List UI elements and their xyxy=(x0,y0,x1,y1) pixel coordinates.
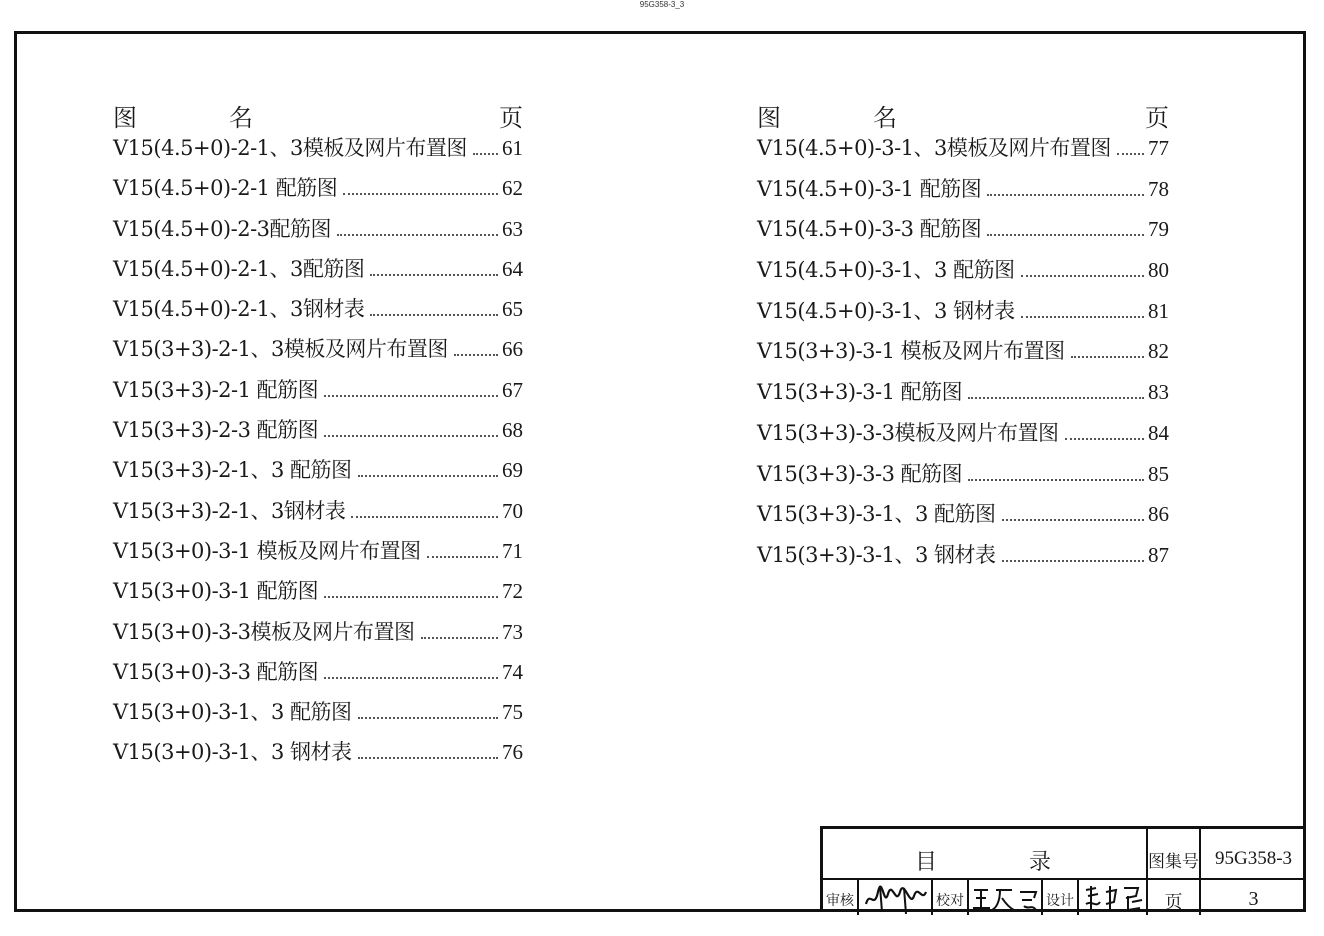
toc-entry xyxy=(757,341,1169,382)
review-signature xyxy=(859,880,933,915)
toc-entry xyxy=(757,382,1169,423)
toc-entry-title: V15(3+3)-3-1、3 钢材表 xyxy=(757,542,996,567)
design-label: 设计 xyxy=(1043,880,1079,915)
toc-entry-page: 83 xyxy=(1148,380,1169,405)
dot-leader xyxy=(454,353,498,356)
dot-leader xyxy=(324,595,498,598)
toc-entry xyxy=(757,176,1169,220)
set-number-label: 图集号 xyxy=(1148,829,1201,880)
page-label: 页 xyxy=(1148,880,1201,915)
toc-entry-title: V15(3+3)-2-1、3 配筋图 xyxy=(113,458,352,483)
toc-entry-title: V15(3+3)-2-3 配筋图 xyxy=(113,418,319,443)
toc-entry-page: 81 xyxy=(1148,298,1169,323)
toc-entry-page: 84 xyxy=(1148,420,1169,445)
toc-entry xyxy=(113,659,523,702)
toc-right-column xyxy=(757,98,1169,586)
toc-entry-title: V15(3+0)-3-1 配筋图 xyxy=(113,579,319,604)
check-label: 校对 xyxy=(933,880,969,915)
toc-entry xyxy=(113,377,523,420)
title-char1: 目 xyxy=(915,850,938,875)
title-block-title xyxy=(823,829,1148,880)
toc-entry-page: 73 xyxy=(502,619,523,644)
toc-entry-page: 78 xyxy=(1148,176,1169,201)
toc-entry-page: 76 xyxy=(502,740,523,765)
document-id: 95G358-3_3 xyxy=(639,0,685,9)
dot-leader xyxy=(1117,152,1144,155)
toc-entry-page: 64 xyxy=(502,256,523,281)
dot-leader xyxy=(343,192,498,195)
toc-entry-page: 67 xyxy=(502,377,523,402)
dot-leader xyxy=(324,394,498,397)
toc-entry-page: 75 xyxy=(502,700,523,725)
toc-entry xyxy=(757,461,1169,505)
dot-leader xyxy=(358,756,498,759)
dot-leader xyxy=(370,273,498,276)
toc-entry xyxy=(113,138,523,178)
toc-entry-title: V15(3+3)-3-1、3 配筋图 xyxy=(757,502,996,527)
dot-leader xyxy=(987,193,1144,196)
toc-entry xyxy=(113,256,523,299)
toc-entry xyxy=(113,742,523,782)
toc-entry-title: V15(4.5+0)-3-1、3模板及网片布置图 xyxy=(757,136,1111,160)
toc-entry-title: V15(4.5+0)-2-1、3模板及网片布置图 xyxy=(113,136,467,160)
toc-left-column xyxy=(113,98,523,783)
dot-leader xyxy=(358,716,498,719)
dot-leader xyxy=(324,434,498,437)
toc-entry-title: V15(4.5+0)-3-1 配筋图 xyxy=(757,176,982,201)
design-signature xyxy=(1079,880,1148,915)
toc-entry-title: V15(3+0)-3-1、3 钢材表 xyxy=(113,740,352,765)
toc-entry xyxy=(113,581,523,621)
header-name-char1: 图 xyxy=(757,104,781,132)
dot-leader xyxy=(1065,437,1144,440)
toc-entry-page: 69 xyxy=(502,458,523,483)
dot-leader xyxy=(1021,274,1144,277)
toc-entry xyxy=(757,504,1169,545)
toc-entry-title: V15(4.5+0)-3-3 配筋图 xyxy=(757,217,982,242)
toc-entry-page: 70 xyxy=(502,498,523,523)
toc-entry-title: V15(3+3)-3-3模板及网片布置图 xyxy=(757,420,1059,445)
toc-entry-page: 79 xyxy=(1148,217,1169,242)
toc-entry-title: V15(3+3)-2-1、3模板及网片布置图 xyxy=(113,337,448,362)
title-block xyxy=(820,826,1306,912)
dot-leader xyxy=(1021,315,1144,318)
dot-leader xyxy=(421,636,498,639)
toc-entry xyxy=(113,299,523,339)
toc-entry-title: V15(3+0)-3-1、3 配筋图 xyxy=(113,700,352,725)
toc-entry xyxy=(757,298,1169,342)
toc-entry-page: 72 xyxy=(502,579,523,604)
dot-leader xyxy=(1002,559,1144,562)
toc-entry-title: V15(4.5+0)-2-1、3配筋图 xyxy=(113,256,365,281)
toc-entry-page: 85 xyxy=(1148,461,1169,486)
toc-entry xyxy=(113,460,523,500)
toc-entry-title: V15(3+0)-3-3模板及网片布置图 xyxy=(113,619,415,644)
toc-entry-page: 62 xyxy=(502,176,523,201)
toc-entry xyxy=(113,216,523,259)
toc-entry-title: V15(3+3)-2-1、3钢材表 xyxy=(113,498,346,523)
toc-entry-page: 82 xyxy=(1148,339,1169,364)
toc-right-header xyxy=(757,98,1169,138)
title-char2: 录 xyxy=(1029,850,1052,875)
toc-left-list xyxy=(113,138,523,783)
toc-entry-title: V15(4.5+0)-3-1、3 配筋图 xyxy=(757,258,1015,283)
toc-entry xyxy=(113,538,523,581)
toc-entry-title: V15(3+0)-3-3 配筋图 xyxy=(113,659,319,684)
review-label: 审核 xyxy=(823,880,859,915)
header-name-char1: 图 xyxy=(113,104,137,132)
toc-entry-title: V15(3+3)-2-1 配筋图 xyxy=(113,377,319,402)
toc-entry-page: 71 xyxy=(502,538,523,563)
toc-entry-page: 63 xyxy=(502,216,523,241)
header-name-char2: 名 xyxy=(873,104,897,132)
toc-entry xyxy=(757,420,1169,464)
check-signature-image xyxy=(970,882,1040,914)
design-signature-image xyxy=(1082,882,1146,914)
toc-entry-page: 77 xyxy=(1148,136,1169,160)
toc-right-list xyxy=(757,138,1169,586)
toc-entry-page: 80 xyxy=(1148,258,1169,283)
dot-leader xyxy=(358,474,498,477)
dot-leader xyxy=(1071,355,1144,358)
toc-entry-page: 65 xyxy=(502,297,523,322)
dot-leader xyxy=(1002,518,1144,521)
toc-entry-page: 68 xyxy=(502,418,523,443)
toc-entry-title: V15(4.5+0)-3-1、3 钢材表 xyxy=(757,298,1015,323)
header-name-char2: 名 xyxy=(229,104,253,132)
dot-leader xyxy=(968,478,1144,481)
dot-leader xyxy=(987,233,1144,236)
toc-entry xyxy=(113,178,523,218)
toc-left-header xyxy=(113,98,523,138)
dot-leader xyxy=(427,555,498,558)
toc-entry xyxy=(757,138,1169,179)
toc-entry-page: 86 xyxy=(1148,502,1169,527)
toc-entry-title: V15(3+3)-3-3 配筋图 xyxy=(757,461,963,486)
toc-entry xyxy=(757,260,1169,301)
toc-entry-title: V15(4.5+0)-2-1、3钢材表 xyxy=(113,297,365,322)
toc-entry-page: 66 xyxy=(502,337,523,362)
check-signature xyxy=(969,880,1043,915)
header-page-char: 页 xyxy=(499,104,523,132)
toc-entry xyxy=(113,619,523,662)
dot-leader xyxy=(370,313,498,316)
set-number-value: 95G358-3 xyxy=(1201,829,1306,880)
toc-entry-title: V15(3+3)-3-1 模板及网片布置图 xyxy=(757,339,1065,364)
page-number: 3 xyxy=(1248,888,1259,910)
dot-leader xyxy=(473,152,498,155)
toc-entry xyxy=(113,420,523,460)
toc-entry-title: V15(4.5+0)-2-1 配筋图 xyxy=(113,176,338,201)
toc-entry-page: 61 xyxy=(502,136,523,160)
toc-entry-title: V15(3+0)-3-1 模板及网片布置图 xyxy=(113,538,421,563)
dot-leader xyxy=(968,396,1144,399)
toc-entry xyxy=(757,542,1169,586)
signature-row xyxy=(823,880,1148,915)
review-signature-image xyxy=(860,882,930,914)
toc-entry-title: V15(4.5+0)-2-3配筋图 xyxy=(113,216,332,241)
dot-leader xyxy=(337,233,498,236)
dot-leader xyxy=(324,676,498,679)
toc-entry-page: 87 xyxy=(1148,542,1169,567)
toc-entry xyxy=(113,498,523,541)
header-page-char: 页 xyxy=(1145,104,1169,132)
toc-entry xyxy=(113,339,523,379)
toc-entry-title: V15(3+3)-3-1 配筋图 xyxy=(757,380,963,405)
toc-entry xyxy=(113,702,523,742)
toc-entry xyxy=(757,219,1169,260)
dot-leader xyxy=(351,515,498,518)
toc-entry-page: 74 xyxy=(502,659,523,684)
